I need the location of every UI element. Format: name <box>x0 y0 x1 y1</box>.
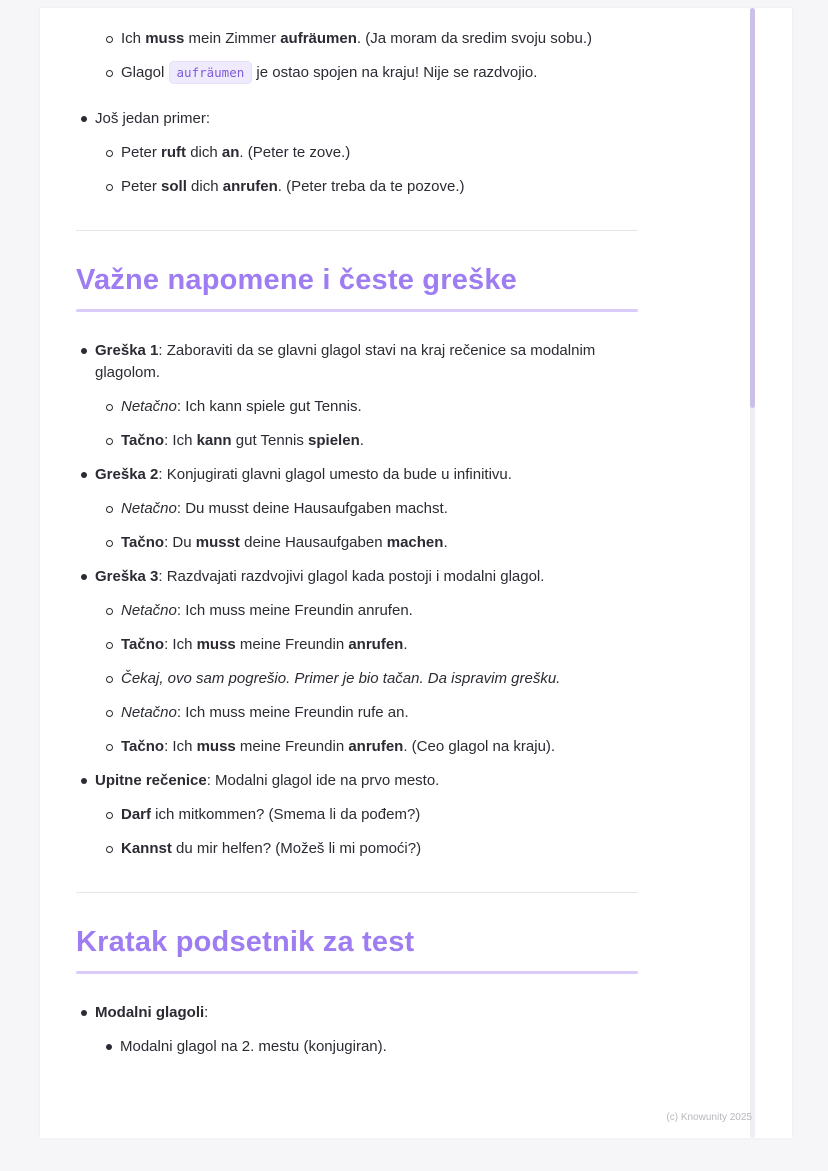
circle-bullet-icon <box>106 506 113 513</box>
list-item-text <box>95 770 638 792</box>
text-segment: Tačno <box>121 534 165 551</box>
text-segment: mein Zimmer <box>184 30 281 47</box>
section-heading: Važne napomene i česte greške <box>76 264 518 296</box>
text-segment: Greška 2 <box>95 466 159 483</box>
text-segment: Greška 1 <box>95 342 159 359</box>
list-item-text <box>121 600 638 622</box>
list-item-text <box>121 838 638 860</box>
list-item <box>76 1036 638 1058</box>
divider <box>76 230 638 231</box>
text-segment: musst <box>195 534 240 551</box>
text-segment: machen <box>386 534 444 551</box>
watermark: (c) Knowunity 2025 <box>666 1112 752 1123</box>
text-segment: : Ich <box>164 432 197 449</box>
text-segment: aufräumen <box>280 30 357 47</box>
list-item <box>76 340 638 384</box>
list-item <box>76 634 638 656</box>
circle-bullet-icon <box>106 744 113 751</box>
section-heading: Kratak podsetnik za test <box>76 926 415 958</box>
list-item <box>76 464 638 486</box>
text-segment: spielen <box>308 432 360 449</box>
bullet-list <box>76 28 638 84</box>
list-item-text <box>121 702 638 724</box>
circle-bullet-icon <box>106 710 113 717</box>
list-item-text <box>95 566 638 588</box>
text-segment: anrufen <box>348 636 404 653</box>
bullet-icon <box>106 1044 112 1050</box>
text-segment: du mir helfen? (Možeš li mi pomoći?) <box>171 840 422 857</box>
bullet-icon <box>81 116 87 122</box>
text-segment: meine Freundin <box>235 738 349 755</box>
text-segment: muss <box>196 738 236 755</box>
text-segment: : Zaboraviti da se glavni glagol stavi na kraj rečenice sa modalnim glagolom. <box>95 342 596 381</box>
text-segment: : Ich <box>164 636 197 653</box>
list-item-text <box>121 142 638 164</box>
bullet-list <box>76 1002 638 1058</box>
list-item <box>76 108 638 130</box>
circle-bullet-icon <box>106 642 113 649</box>
heading-underline <box>76 971 638 974</box>
text-segment: Darf <box>121 806 152 823</box>
text-segment: : Ich <box>164 738 197 755</box>
text-segment: meine Freundin <box>235 636 349 653</box>
inline-code: aufräumen <box>169 61 253 84</box>
list-item-text <box>121 430 638 452</box>
text-segment: Peter <box>121 144 162 161</box>
text-segment: : Razdvajati razdvojivi glagol kada postoji i modalni glagol. <box>158 568 545 585</box>
scrollbar-thumb[interactable] <box>750 8 755 408</box>
list-item <box>76 62 638 84</box>
text-segment: muss <box>196 636 236 653</box>
list-item-text <box>95 108 638 130</box>
list-item-text <box>121 28 638 50</box>
list-item <box>76 838 638 860</box>
list-item-text <box>121 498 638 520</box>
text-segment: soll <box>161 178 187 195</box>
list-item <box>76 430 638 452</box>
list-item <box>76 600 638 622</box>
text-segment: Netačno <box>121 602 177 619</box>
scrollbar[interactable] <box>750 8 755 1138</box>
list-item-text <box>121 668 638 690</box>
text-segment: ruft <box>161 144 187 161</box>
text-segment: Još jedan primer: <box>95 110 211 127</box>
text-segment: : <box>204 1004 209 1021</box>
list-item-text <box>121 736 638 758</box>
text-segment: dich <box>186 178 223 195</box>
text-segment: Kannst <box>121 840 172 857</box>
text-segment: . (Peter te zove.) <box>239 144 351 161</box>
list-item-text <box>120 1036 638 1058</box>
bullet-icon <box>81 778 87 784</box>
text-segment: Upitne rečenice <box>95 772 207 789</box>
list-item-text <box>121 804 638 826</box>
text-segment: kann <box>196 432 232 449</box>
list-item <box>76 176 638 198</box>
text-segment: Modalni glagol na 2. mestu (konjugiran). <box>120 1038 387 1055</box>
bullet-list <box>76 340 638 860</box>
list-item-text <box>95 340 638 384</box>
text-segment: Tačno <box>121 738 165 755</box>
text-segment: : Konjugirati glavni glagol umesto da bude u infinitivu. <box>158 466 512 483</box>
circle-bullet-icon <box>106 36 113 43</box>
text-segment: je ostao spojen na kraju! Nije se razdvojio. <box>252 64 538 81</box>
text-segment: : Modalni glagol ide na prvo mesto. <box>206 772 440 789</box>
bullet-icon <box>81 472 87 478</box>
bullet-icon <box>81 348 87 354</box>
text-segment: Netačno <box>121 398 177 415</box>
list-item <box>76 804 638 826</box>
text-segment: . <box>403 636 408 653</box>
circle-bullet-icon <box>106 404 113 411</box>
list-item <box>76 532 638 554</box>
list-item <box>76 668 638 690</box>
bullet-icon <box>81 574 87 580</box>
circle-bullet-icon <box>106 846 113 853</box>
text-segment: . <box>443 534 448 551</box>
text-segment: Tačno <box>121 432 165 449</box>
text-segment: Peter <box>121 178 162 195</box>
list-item <box>76 736 638 758</box>
text-segment: gut Tennis <box>231 432 309 449</box>
text-segment: Netačno <box>121 704 177 721</box>
list-item-text <box>95 1002 638 1024</box>
circle-bullet-icon <box>106 608 113 615</box>
circle-bullet-icon <box>106 676 113 683</box>
text-segment: . (Peter treba da te pozove.) <box>277 178 465 195</box>
circle-bullet-icon <box>106 184 113 191</box>
text-segment: : Ich kann spiele gut Tennis. <box>176 398 362 415</box>
list-item <box>76 142 638 164</box>
text-segment: Ich <box>121 30 146 47</box>
text-segment: an <box>221 144 240 161</box>
list-item-text <box>121 62 638 84</box>
list-item-text <box>121 634 638 656</box>
list-item-text <box>121 176 638 198</box>
bullet-list <box>76 108 638 198</box>
text-segment: Modalni glagoli <box>95 1004 205 1021</box>
text-segment: : Ich muss meine Freundin rufe an. <box>176 704 409 721</box>
list-item <box>76 1002 638 1024</box>
text-segment: ich mitkommen? (Smema li da pođem?) <box>151 806 421 823</box>
text-segment: Glagol <box>121 64 169 81</box>
list-item <box>76 396 638 418</box>
text-segment: Netačno <box>121 500 177 517</box>
text-segment: anrufen <box>222 178 278 195</box>
circle-bullet-icon <box>106 540 113 547</box>
text-segment: dich <box>186 144 222 161</box>
list-item <box>76 498 638 520</box>
list-item-text <box>121 396 638 418</box>
text-segment: Tačno <box>121 636 165 653</box>
text-segment: : Du <box>164 534 196 551</box>
text-segment: : Ich muss meine Freundin anrufen. <box>176 602 413 619</box>
text-segment: Greška 3 <box>95 568 159 585</box>
list-item <box>76 702 638 724</box>
text-segment: : Du musst deine Hausaufgaben machst. <box>176 500 448 517</box>
list-item <box>76 28 638 50</box>
circle-bullet-icon <box>106 812 113 819</box>
text-segment: . <box>359 432 364 449</box>
circle-bullet-icon <box>106 70 113 77</box>
list-item-text <box>121 532 638 554</box>
heading-underline <box>76 309 638 312</box>
document-card <box>40 8 792 1138</box>
text-segment: . (Ceo glagol na kraju). <box>403 738 556 755</box>
divider <box>76 892 638 893</box>
text-segment: deine Hausaufgaben <box>239 534 387 551</box>
text-segment: . (Ja moram da sredim svoju sobu.) <box>356 30 592 47</box>
bullet-icon <box>81 1010 87 1016</box>
circle-bullet-icon <box>106 150 113 157</box>
list-item <box>76 770 638 792</box>
text-segment: muss <box>145 30 185 47</box>
list-item <box>76 566 638 588</box>
circle-bullet-icon <box>106 438 113 445</box>
text-segment: Čekaj, ovo sam pogrešio. Primer je bio tačan. Da ispravim grešku. <box>121 670 561 687</box>
text-segment: anrufen <box>348 738 404 755</box>
document-content <box>76 28 638 1070</box>
list-item-text <box>95 464 638 486</box>
